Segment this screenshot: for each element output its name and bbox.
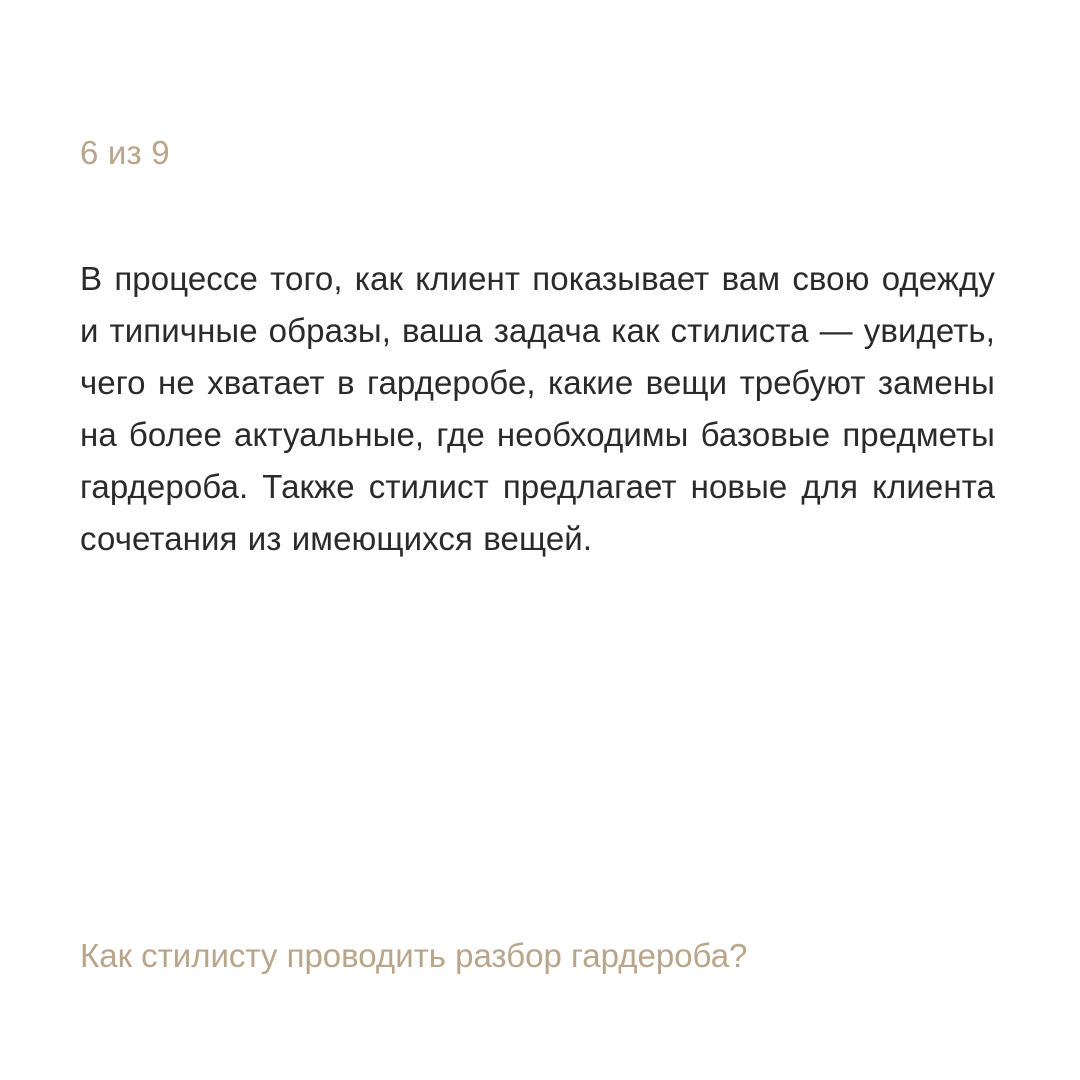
slide-counter: 6 из 9 [80, 134, 170, 171]
footer-title: Как стилисту проводить разбор гардероба? [80, 937, 748, 974]
body-paragraph: В процессе того, как клиент показывает вам свою одежду и типичные образы, ваша задача как стилиста — увидеть, чего не хватает в гардеробе, какие вещи требуют замены на более актуальные, где необходимы базовые предметы гардероба. Также стилист предлагает новые для клиента сочетания из имеющихся вещей. [80, 260, 995, 557]
